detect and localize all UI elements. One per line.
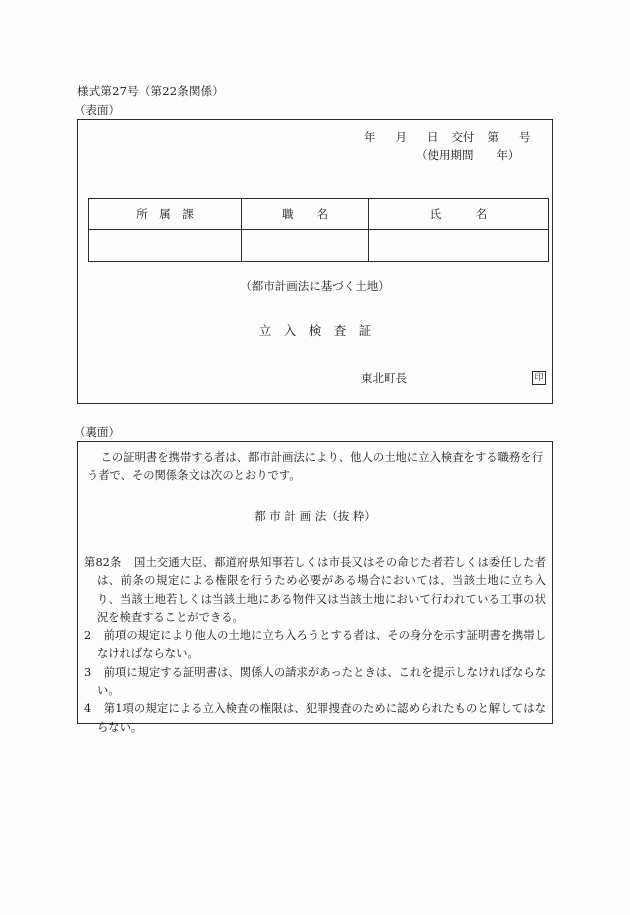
article-text: 第1項の規定による立入検査の権限は、犯罪捜査のために認められたものと解してはならない。 bbox=[96, 702, 546, 734]
column-header-name: 氏 名 bbox=[369, 199, 549, 230]
article-item bbox=[84, 627, 546, 664]
issuer-row bbox=[361, 370, 546, 386]
table-row bbox=[89, 230, 549, 262]
article-number: 3 bbox=[84, 665, 92, 679]
intro-paragraph: この証明書を携帯する者は、都市計画法により、他人の土地に立入検査をする職務を行う者で、その関係条文は次のとおりです。 bbox=[87, 451, 543, 483]
law-excerpt-heading: 都 市 計 画 法（抜 粋） bbox=[254, 509, 376, 523]
column-header-department: 所 属 課 bbox=[89, 199, 242, 230]
article-item bbox=[84, 554, 546, 627]
day-label: 日 bbox=[427, 130, 439, 144]
month-label: 月 bbox=[395, 130, 407, 144]
article-text: 前項の規定により他人の土地に立ち入ろうとする者は、その身分を示す証明書を携帯しなければならない。 bbox=[96, 629, 546, 661]
articles-list bbox=[84, 554, 546, 737]
law-basis-label: （都市計画法に基づく土地） bbox=[240, 279, 390, 293]
cell-name[interactable] bbox=[369, 230, 549, 262]
column-header-title: 職 名 bbox=[242, 199, 369, 230]
number-prefix-label: 第 bbox=[487, 130, 499, 144]
usage-period-label: （使用期間 年） bbox=[416, 148, 520, 162]
officer-info-table bbox=[88, 198, 549, 262]
year-label: 年 bbox=[364, 130, 376, 144]
number-suffix-label: 号 bbox=[519, 130, 531, 144]
table-header-row bbox=[89, 199, 549, 230]
front-side-label: （表面） bbox=[74, 103, 120, 117]
article-number: 2 bbox=[84, 629, 92, 643]
article-item bbox=[84, 664, 546, 701]
cell-title[interactable] bbox=[242, 230, 369, 262]
cell-department[interactable] bbox=[89, 230, 242, 262]
issue-date-line bbox=[364, 129, 531, 145]
front-side-box bbox=[77, 119, 553, 404]
article-number: 第82条 bbox=[84, 556, 122, 569]
article-text: 国土交通大臣、都道府県知事若しくは市長又はその命じた者若しくは委任した者は、前条の規定による権限を行うため必要がある場合においては、当該土地に立ち入り、当該土地若しくは当該土地にある物件又は当該土地において行われている工事の状況を検査することができる。 bbox=[96, 556, 546, 624]
back-side-box bbox=[77, 441, 553, 734]
issue-label: 交付 bbox=[451, 130, 475, 144]
article-item bbox=[84, 700, 546, 737]
issuer-name: 東北町長 bbox=[361, 371, 407, 385]
back-side-label: （裏面） bbox=[74, 425, 120, 439]
article-number: 4 bbox=[84, 702, 92, 716]
form-number: 様式第27号（第22条関係） bbox=[77, 84, 225, 98]
seal-stamp-icon: 印 bbox=[532, 371, 546, 385]
certificate-title: 立 入 検 査 証 bbox=[258, 323, 372, 338]
article-text: 前項に規定する証明書は、関係人の請求があったときは、これを提示しなければならない。 bbox=[96, 665, 546, 698]
